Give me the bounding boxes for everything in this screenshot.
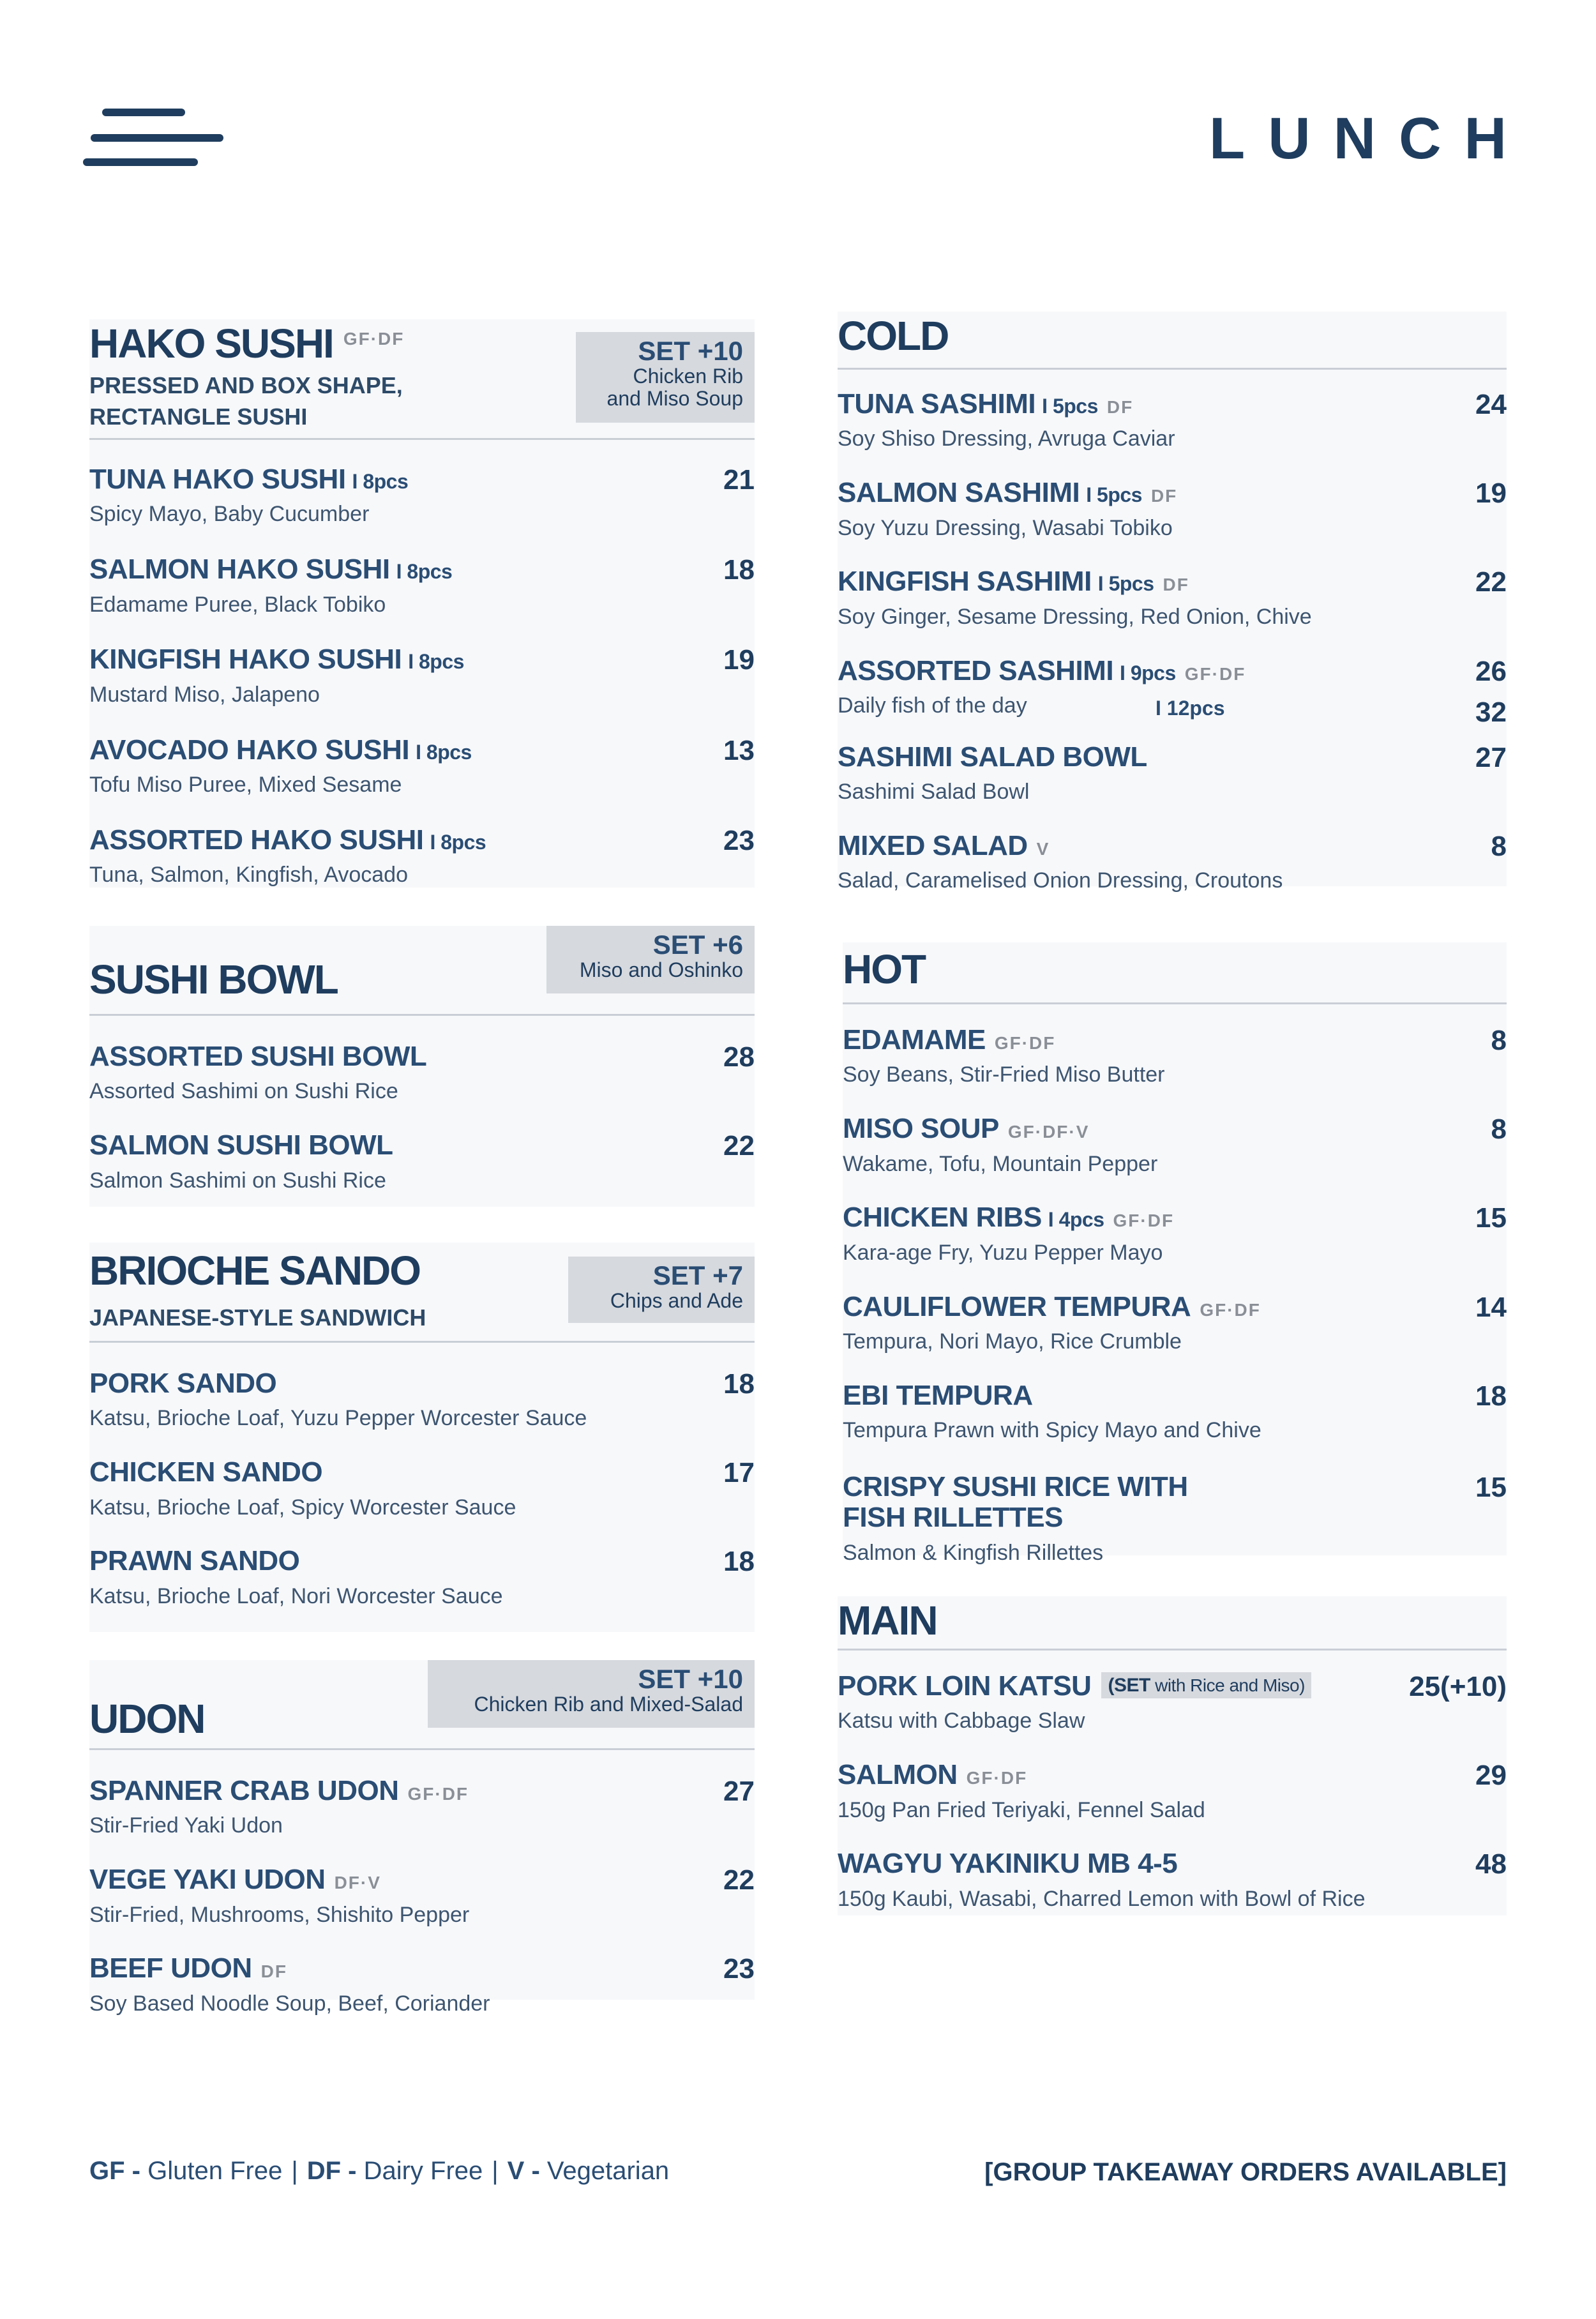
item-name: SALMON HAKO SUSHI — [89, 554, 390, 585]
item-pieces: I 8pcs — [352, 470, 409, 493]
item-price: 8 — [1491, 1114, 1507, 1145]
item-name: TUNA HAKO SUSHI — [89, 464, 346, 495]
hako-items — [89, 464, 755, 888]
menu-item — [838, 831, 1507, 894]
item-price: 29 — [1475, 1760, 1507, 1792]
item-price: 27 — [723, 1776, 755, 1807]
menu-item — [89, 825, 755, 888]
cold-section — [838, 312, 1507, 893]
item-description: Stir-Fried Yaki Udon — [89, 1813, 283, 1838]
item-price: 15 — [1475, 1471, 1507, 1503]
section-title: HAKO SUSHI $^{GF\cdot DF}$ — [89, 321, 405, 366]
cold-header — [838, 312, 1507, 370]
menu-item — [838, 478, 1507, 541]
takeaway-notice: [GROUP TAKEAWAY ORDERS AVAILABLE] — [984, 2158, 1507, 2186]
item-description: Soy Yuzu Dressing, Wasabi Tobiko — [838, 515, 1173, 540]
udon-items — [89, 1776, 755, 2017]
menu-item — [89, 1953, 755, 2016]
item-name: SASHIMI SALAD BOWL — [838, 741, 1147, 773]
section-title: SUSHI BOWL — [89, 956, 338, 1002]
item-description: Edamame Puree, Black Tobiko — [89, 592, 386, 617]
item-price: 8 — [1491, 1025, 1507, 1056]
hot-header — [843, 942, 1507, 1004]
sushi-bowl-header — [89, 926, 755, 1016]
item-price: 18 — [723, 1368, 755, 1400]
item-pieces-large: I 12pcs — [1156, 696, 1225, 720]
item-name: TUNA SASHIMI — [838, 388, 1036, 419]
section-title: UDON — [89, 1696, 205, 1742]
hot-items — [843, 1025, 1507, 1444]
menu-item — [89, 1368, 755, 1431]
item-price-large: 32 — [1475, 696, 1507, 728]
item-name: CHICKEN SANDO — [89, 1456, 323, 1488]
item-description: 150g Kaubi, Wasabi, Charred Lemon with Bowl of Rice — [838, 1886, 1366, 1911]
item-pieces: I 5pcs — [1086, 483, 1142, 507]
item-description: Katsu, Brioche Loaf, Spicy Worcester Sauce — [89, 1495, 516, 1520]
brioche-sando-header — [89, 1243, 755, 1343]
diet-tags: GF·DF·V — [1007, 1122, 1090, 1142]
brioche-sando-section — [89, 1243, 755, 1632]
item-name: PORK SANDO — [89, 1368, 277, 1399]
menu-item — [843, 1380, 1507, 1444]
section-title: COLD — [838, 313, 949, 359]
item-pieces: I 4pcs — [1048, 1208, 1104, 1232]
menu-item — [843, 1025, 1507, 1088]
diet-tags: DF — [1106, 397, 1134, 417]
item-price: 13 — [723, 734, 755, 766]
item-price: 26 — [1475, 655, 1507, 687]
diet-tags: GF·DF — [1200, 1299, 1261, 1320]
item-pieces: I 5pcs — [1097, 572, 1154, 596]
menu-item — [89, 1776, 755, 1839]
item-description: Daily fish of the day — [838, 693, 1027, 718]
menu-item — [89, 1130, 755, 1193]
item-name: EDAMAME — [843, 1024, 986, 1055]
diet-tags: GF·DF — [343, 329, 405, 349]
diet-tags: V — [1036, 838, 1050, 859]
item-price: 23 — [723, 824, 755, 856]
menu-item — [838, 566, 1507, 630]
crispy-sushi-rice-item — [843, 1472, 1507, 1566]
item-name: MIXED SALAD — [838, 829, 1028, 861]
menu-item — [838, 1848, 1507, 1912]
udon-section — [89, 1660, 755, 2016]
set-box: SET +10 Chicken Rib and Mixed-Salad — [428, 1660, 755, 1728]
item-name: BEEF UDON — [89, 1953, 252, 1984]
item-price: 27 — [1475, 741, 1507, 773]
section-title: HOT — [843, 946, 926, 992]
menu-item — [89, 1864, 755, 1928]
item-description: Salmon & Kingfish Rillettes — [843, 1540, 1104, 1565]
menu-item — [838, 1760, 1507, 1823]
item-price: 18 — [723, 1546, 755, 1578]
menu-item — [843, 1114, 1507, 1177]
item-pieces: I 8pcs — [430, 830, 486, 854]
menu-item — [843, 1202, 1507, 1265]
set-box: SET +7 Chips and Ade — [568, 1257, 755, 1323]
diet-tags: GF·DF — [1113, 1211, 1175, 1231]
section-title: BRIOCHE SANDO — [89, 1248, 421, 1294]
item-description: 150g Pan Fried Teriyaki, Fennel Salad — [838, 1797, 1205, 1822]
menu-item — [89, 464, 755, 527]
item-name: CHICKEN RIBS — [843, 1202, 1042, 1234]
item-description: Salmon Sashimi on Sushi Rice — [89, 1168, 386, 1193]
menu-item — [89, 1546, 755, 1609]
item-name: VEGE YAKI UDON — [89, 1864, 326, 1896]
item-description: Mustard Miso, Jalapeno — [89, 682, 320, 707]
diet-tags: DF — [1163, 575, 1189, 595]
diet-tags: GF·DF — [1184, 663, 1246, 684]
item-description: Spicy Mayo, Baby Cucumber — [89, 502, 370, 527]
dietary-legend: GF - Gluten Free | DF - Dairy Free | V - Vegetarian — [89, 2157, 670, 2185]
item-name: CRISPY SUSHI RICE WITH FISH RILLETTES — [843, 1470, 1188, 1534]
menu-item — [89, 1041, 755, 1105]
udon-header — [89, 1660, 755, 1750]
diet-tags: DF·V — [334, 1873, 381, 1893]
item-price: 24 — [1475, 389, 1507, 420]
item-description: Soy Ginger, Sesame Dressing, Red Onion, Chive — [838, 604, 1312, 629]
item-price: 25(+10) — [1409, 1671, 1507, 1702]
item-price: 21 — [723, 464, 755, 495]
sushi-bowl-section — [89, 926, 755, 1207]
item-pieces: I 5pcs — [1042, 395, 1098, 418]
logo — [83, 107, 223, 171]
menu-item — [89, 644, 755, 707]
item-description: Wakame, Tofu, Mountain Pepper — [843, 1151, 1158, 1176]
section-title: MAIN — [838, 1598, 937, 1643]
cold-items-2 — [838, 742, 1507, 894]
diet-tags: DF — [260, 1961, 287, 1982]
item-name: SALMON SUSHI BOWL — [89, 1129, 393, 1161]
item-pieces: I 8pcs — [396, 560, 453, 584]
item-price: 15 — [1475, 1202, 1507, 1234]
item-price: 18 — [723, 554, 755, 586]
item-price: 19 — [1475, 478, 1507, 510]
item-name: EBI TEMPURA — [843, 1379, 1033, 1411]
item-pieces: I 9pcs — [1120, 661, 1176, 684]
section-subtitle: JAPANESE-STYLE SANDWICH — [89, 1304, 426, 1331]
set-badge: (SET with Rice and Miso) — [1101, 1672, 1311, 1698]
diet-tags: GF·DF — [966, 1768, 1028, 1788]
item-price: 28 — [723, 1041, 755, 1073]
diet-tags: GF·DF — [407, 1784, 469, 1804]
item-name: MISO SOUP — [843, 1113, 999, 1145]
item-name: SPANNER CRAB UDON — [89, 1775, 399, 1806]
item-name: KINGFISH HAKO SUSHI — [89, 644, 402, 676]
menu-item — [838, 389, 1507, 452]
item-price: 23 — [723, 1953, 755, 1985]
item-description: Salad, Caramelised Onion Dressing, Croutons — [838, 868, 1283, 893]
bowl-items — [89, 1041, 755, 1193]
menu-item — [843, 1292, 1507, 1355]
item-pieces: I 8pcs — [416, 740, 472, 764]
item-name: AVOCADO HAKO SUSHI — [89, 734, 410, 766]
item-description: Tempura Prawn with Spicy Mayo and Chive — [843, 1418, 1261, 1443]
item-name: WAGYU YAKINIKU MB 4-5 — [838, 1848, 1178, 1880]
hako-sushi-section — [89, 319, 755, 888]
item-description: Soy Shiso Dressing, Avruga Caviar — [838, 427, 1175, 451]
item-price: 19 — [723, 644, 755, 676]
item-pieces: I 8pcs — [408, 650, 464, 674]
item-description: Katsu with Cabbage Slaw — [838, 1709, 1085, 1734]
item-name: ASSORTED SUSHI BOWL — [89, 1041, 427, 1072]
item-description: Tempura, Nori Mayo, Rice Crumble — [843, 1329, 1182, 1354]
item-description: Tuna, Salmon, Kingfish, Avocado — [89, 863, 408, 888]
item-name: KINGFISH SASHIMI — [838, 566, 1092, 598]
item-description: Katsu, Brioche Loaf, Yuzu Pepper Worcester Sauce — [89, 1406, 587, 1431]
pork-loin-katsu-item — [838, 1671, 1507, 1734]
hot-section — [843, 942, 1507, 1565]
item-price: 14 — [1475, 1291, 1507, 1323]
item-name: SALMON — [838, 1759, 958, 1791]
item-name: CAULIFLOWER TEMPURA — [843, 1290, 1191, 1322]
hako-sushi-header — [89, 319, 755, 440]
cold-items — [838, 389, 1507, 630]
item-price: 22 — [723, 1864, 755, 1896]
item-description: Soy Beans, Stir-Fried Miso Butter — [843, 1062, 1165, 1087]
menu-item — [89, 1457, 755, 1520]
diet-tags: DF — [1150, 486, 1178, 506]
page-title: LUNCH — [1209, 106, 1530, 171]
main-header — [838, 1596, 1507, 1650]
item-price: 8 — [1491, 830, 1507, 862]
set-box: SET +10 Chicken Rib and Miso Soup — [576, 332, 755, 423]
item-description: Kara-age Fry, Yuzu Pepper Mayo — [843, 1240, 1163, 1265]
item-name: ASSORTED SASHIMI — [838, 654, 1114, 686]
item-price: 17 — [723, 1457, 755, 1489]
item-price: 22 — [1475, 566, 1507, 598]
item-price: 18 — [1475, 1380, 1507, 1412]
main-items — [838, 1760, 1507, 1912]
menu-item — [838, 742, 1507, 805]
item-price: 48 — [1475, 1848, 1507, 1880]
item-name: PORK LOIN KATSU — [838, 1670, 1092, 1702]
main-section — [838, 1596, 1507, 1915]
item-description: Tofu Miso Puree, Mixed Sesame — [89, 772, 402, 797]
item-name: PRAWN SANDO — [89, 1545, 300, 1577]
set-box: SET +6 Miso and Oshinko — [546, 926, 755, 993]
item-description: Katsu, Brioche Loaf, Nori Worcester Sauce — [89, 1583, 503, 1608]
item-price: 22 — [723, 1130, 755, 1162]
section-subtitle: PRESSED AND BOX SHAPE, RECTANGLE SUSHI — [89, 372, 403, 430]
diet-tags: GF·DF — [994, 1033, 1056, 1053]
menu-item — [89, 554, 755, 617]
item-description: Assorted Sashimi on Sushi Rice — [89, 1079, 398, 1104]
assorted-sashimi-item — [838, 654, 1507, 728]
item-description: Stir-Fried, Mushrooms, Shishito Pepper — [89, 1902, 470, 1927]
menu-item — [89, 735, 755, 798]
item-name: ASSORTED HAKO SUSHI — [89, 824, 424, 856]
item-name: SALMON SASHIMI — [838, 477, 1080, 509]
sando-items — [89, 1368, 755, 1610]
item-description: Sashimi Salad Bowl — [838, 780, 1030, 804]
item-description: Soy Based Noodle Soup, Beef, Coriander — [89, 1991, 490, 2016]
